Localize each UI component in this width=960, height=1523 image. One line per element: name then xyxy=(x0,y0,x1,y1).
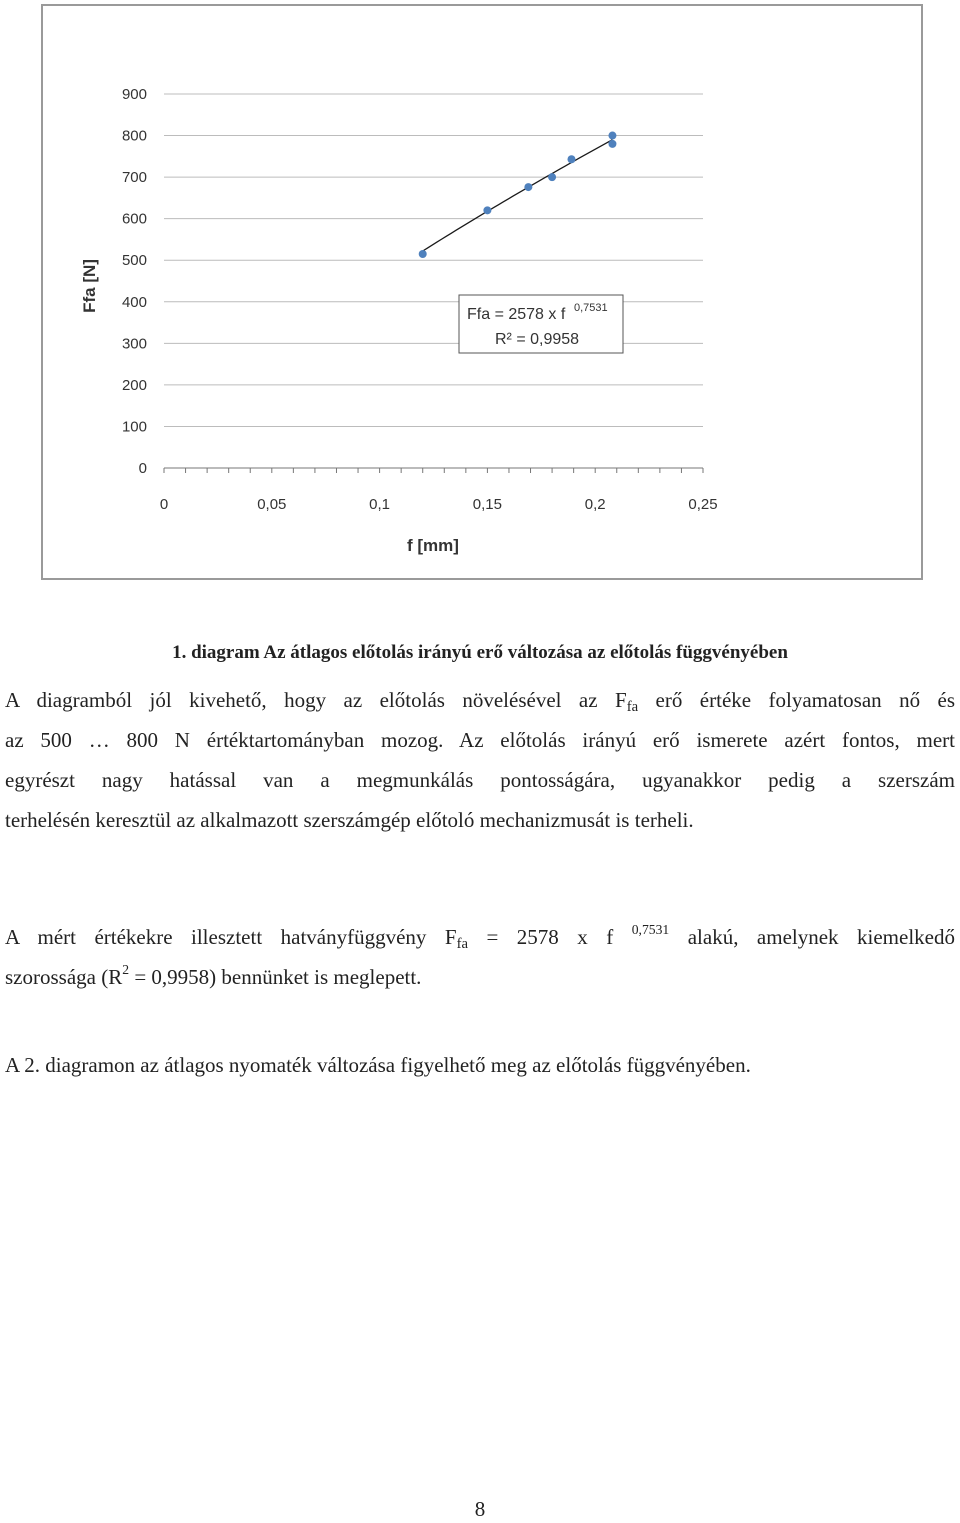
y-tick-label: 0 xyxy=(138,460,147,477)
x-tick-label: 0,25 xyxy=(688,496,718,513)
x-tick-label: 0,1 xyxy=(369,496,391,513)
figure-caption: 1. diagram Az átlagos előtolás irányú erő változása az előtolás függvényében xyxy=(172,642,788,663)
paragraph-1 xyxy=(5,680,955,840)
paragraph-2 xyxy=(5,910,955,990)
chart xyxy=(43,6,921,578)
paragraph-3 xyxy=(5,1045,955,1085)
data-point xyxy=(524,183,532,191)
x-tick-label: 0,15 xyxy=(472,496,503,513)
equation-text: Ffa = 2578 x f xyxy=(467,306,566,323)
equation-exponent: 0,7531 xyxy=(574,302,608,314)
page-number: 8 xyxy=(474,1497,486,1521)
data-point xyxy=(608,132,616,140)
paragraph-1-line-2: az 500 … 800 N értéktartományban mozog. Az előtolás irányú erő ismerete azért fontos, mert xyxy=(5,728,955,752)
x-axis-title: f [mm] xyxy=(407,536,459,555)
paragraph-1-line-3: egyrészt nagy hatással van a megmunkálás pontosságára, ugyanakkor pedig a szerszám xyxy=(5,768,955,792)
paragraph-3-line-1: A 2. diagramon az átlagos nyomaték változása figyelhető meg az előtolás függvényében. xyxy=(5,1053,751,1077)
y-tick-label: 300 xyxy=(121,335,147,353)
y-tick-label: 900 xyxy=(121,86,147,103)
y-tick-label: 500 xyxy=(121,252,147,270)
paragraph-2-line-2: szorossága $(R^2 = 0,9958)$ bennünket is meglepett. xyxy=(5,962,422,989)
r-squared-text: R² = 0,9958 xyxy=(495,331,580,348)
y-tick-label: 400 xyxy=(121,293,147,311)
x-tick-label: 0 xyxy=(159,496,169,513)
y-tick-label: 600 xyxy=(121,210,147,228)
y-tick-label: 800 xyxy=(121,127,147,145)
y-tick-label: 100 xyxy=(121,418,147,436)
x-tick-label: 0,2 xyxy=(584,496,606,513)
y-axis-title: Ffa [N] xyxy=(80,259,99,313)
data-point xyxy=(608,140,616,148)
chart-frame xyxy=(41,4,923,580)
trendline xyxy=(423,140,613,251)
x-tick-label: 0,05 xyxy=(257,496,287,513)
y-tick-label: 700 xyxy=(121,169,147,187)
data-point xyxy=(567,155,575,163)
paragraph-2-line-1: A mért értékekre illesztett hatványfüggvény $F_{fa} = 2578$ x f $^{0,7531}$ alakú, amelynek kiemelkedő xyxy=(5,922,955,952)
data-point xyxy=(548,173,556,181)
paragraph-1-line-4: terhelésén keresztül az alkalmazott szerszámgép előtoló mechanizmusát is terheli. xyxy=(5,808,694,832)
data-point xyxy=(483,206,491,214)
y-tick-label: 200 xyxy=(121,376,147,394)
paragraph-1-line-1: A diagramból jól kivehető, hogy az előtolás növelésével az $F_{fa}$ erő értéke folyamatosan nő és xyxy=(5,688,956,715)
data-point xyxy=(419,250,427,258)
